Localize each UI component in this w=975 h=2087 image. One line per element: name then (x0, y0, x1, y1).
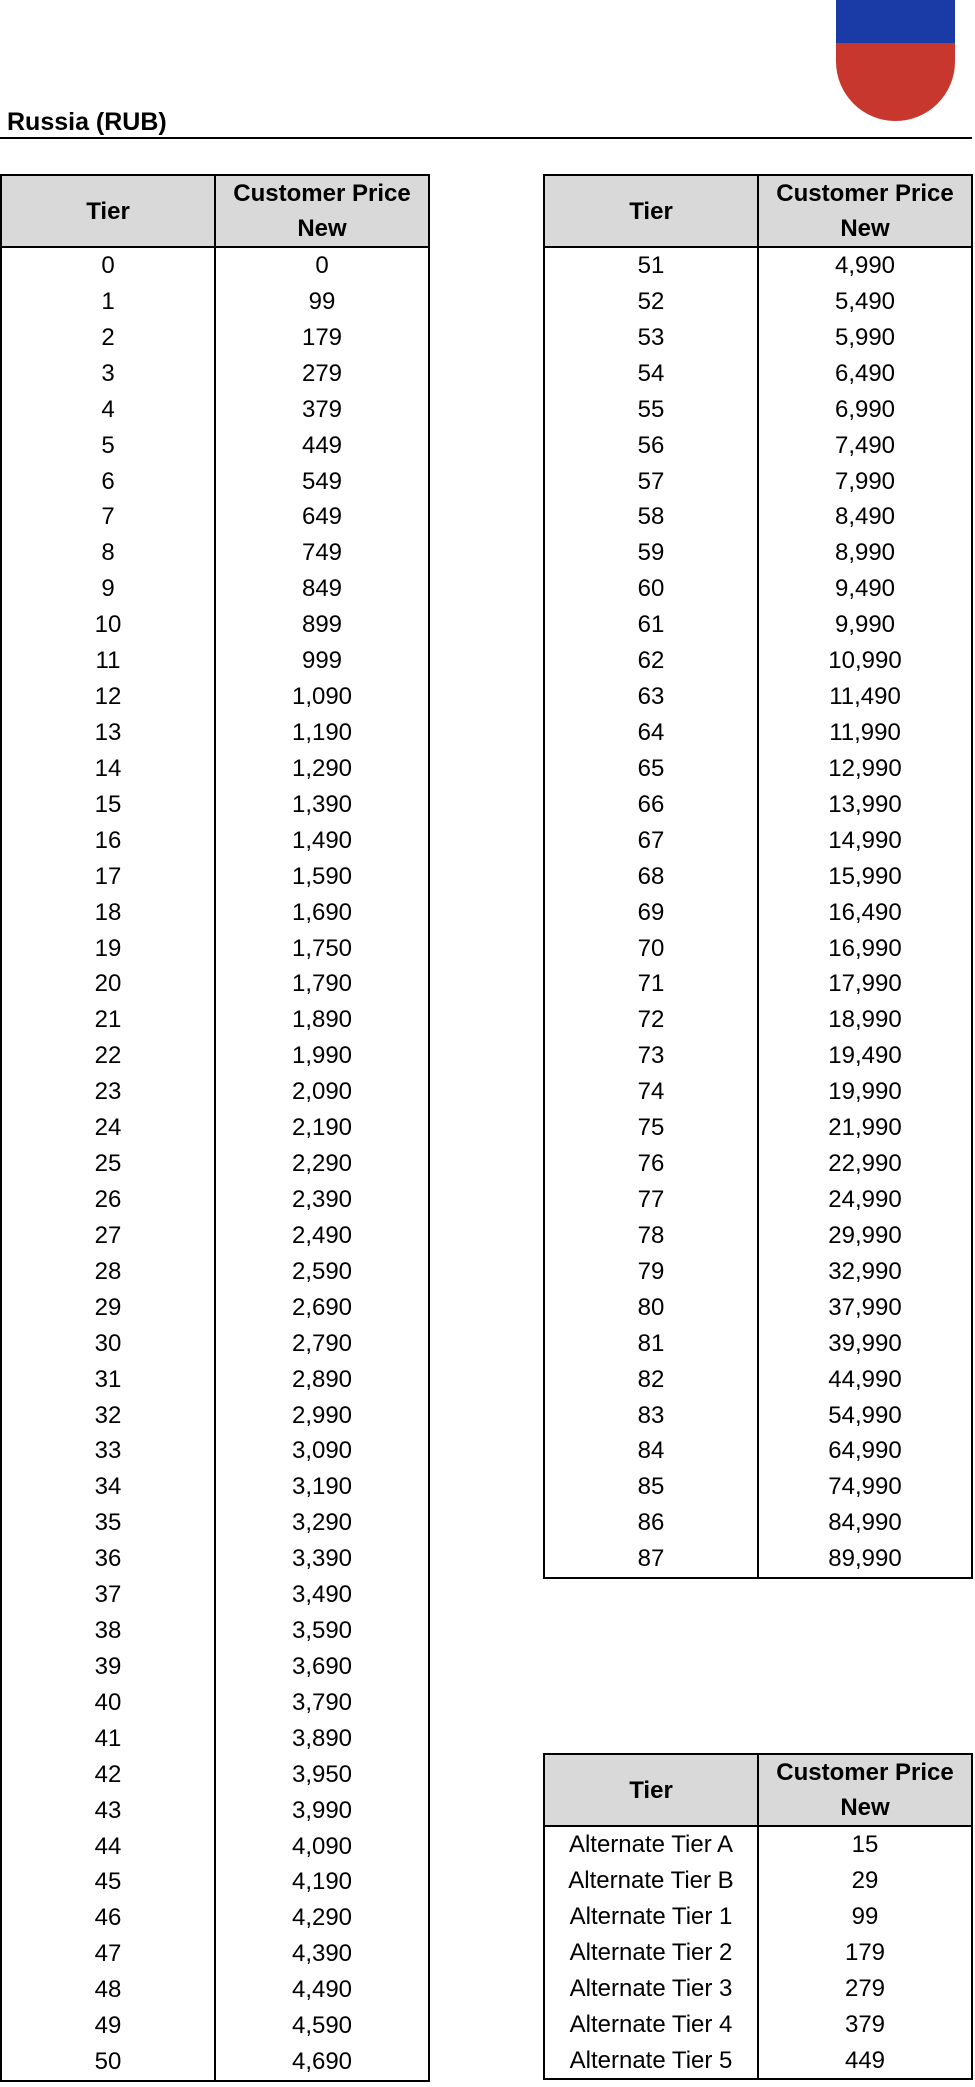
header-tier: Tier (1, 175, 215, 247)
table-row (1, 1326, 429, 1362)
header-price: Customer Price New (758, 1754, 972, 1826)
price-cell: 16,490 (758, 895, 972, 931)
table-row (544, 895, 972, 931)
tier-cell: 39 (1, 1649, 215, 1685)
tier-cell: 73 (544, 1038, 758, 1074)
tier-cell: 38 (1, 1613, 215, 1649)
price-cell: 74,990 (758, 1469, 972, 1505)
tier-cell: 44 (1, 1829, 215, 1865)
table-row (544, 1398, 972, 1434)
table-row (1, 1972, 429, 2008)
table-row (1, 1505, 429, 1541)
table-row (544, 571, 972, 607)
table-row (544, 823, 972, 859)
price-cell: 12,990 (758, 751, 972, 787)
price-cell: 2,590 (215, 1254, 429, 1290)
table-row (544, 1863, 972, 1899)
table-row (1, 284, 429, 320)
price-cell: 4,490 (215, 1972, 429, 2008)
tier-cell: 54 (544, 356, 758, 392)
tier-cell: 57 (544, 464, 758, 500)
table-row (544, 643, 972, 679)
price-cell: 1,190 (215, 715, 429, 751)
tier-cell: 37 (1, 1577, 215, 1613)
table-row (544, 1362, 972, 1398)
tier-cell: 79 (544, 1254, 758, 1290)
tier-cell: 16 (1, 823, 215, 859)
price-cell: 179 (215, 320, 429, 356)
price-cell: 29,990 (758, 1218, 972, 1254)
tier-cell: 18 (1, 895, 215, 931)
table-row (1, 320, 429, 356)
price-cell: 3,890 (215, 1721, 429, 1757)
price-cell: 2,990 (215, 1398, 429, 1434)
price-cell: 8,990 (758, 535, 972, 571)
tier-cell: 77 (544, 1182, 758, 1218)
tier-cell: 31 (1, 1362, 215, 1398)
tier-cell: 3 (1, 356, 215, 392)
table-row (1, 1613, 429, 1649)
header-tier: Tier (544, 175, 758, 247)
tier-cell: Alternate Tier 5 (544, 2043, 758, 2080)
price-cell: 379 (758, 2007, 972, 2043)
tier-cell: Alternate Tier 3 (544, 1971, 758, 2007)
tier-cell: 17 (1, 859, 215, 895)
tier-cell: 25 (1, 1146, 215, 1182)
tier-cell: 34 (1, 1469, 215, 1505)
price-cell: 4,690 (215, 2044, 429, 2081)
table-row (544, 1505, 972, 1541)
price-cell: 1,290 (215, 751, 429, 787)
tier-cell: 10 (1, 607, 215, 643)
price-cell: 29 (758, 1863, 972, 1899)
table-row (1, 499, 429, 535)
price-cell: 1,990 (215, 1038, 429, 1074)
table-row (544, 1290, 972, 1326)
tier-cell: 53 (544, 320, 758, 356)
tier-cell: 24 (1, 1110, 215, 1146)
price-cell: 2,790 (215, 1326, 429, 1362)
tier-cell: 56 (544, 428, 758, 464)
table-row (1, 1433, 429, 1469)
table-row (544, 2007, 972, 2043)
price-cell: 1,090 (215, 679, 429, 715)
tier-cell: 43 (1, 1793, 215, 1829)
price-cell: 1,490 (215, 823, 429, 859)
tier-cell: 46 (1, 1900, 215, 1936)
tier-cell: 6 (1, 464, 215, 500)
price-cell: 849 (215, 571, 429, 607)
price-cell: 9,990 (758, 607, 972, 643)
price-cell: 44,990 (758, 1362, 972, 1398)
price-cell: 2,090 (215, 1074, 429, 1110)
table-row (1, 1038, 429, 1074)
table-row (544, 1971, 972, 2007)
tier-cell: 15 (1, 787, 215, 823)
table-row (1, 356, 429, 392)
table-row (1, 2044, 429, 2081)
table-row (544, 1541, 972, 1578)
table-row (1, 787, 429, 823)
tier-cell: 48 (1, 1972, 215, 2008)
tier-cell: 27 (1, 1218, 215, 1254)
price-cell: 4,090 (215, 1829, 429, 1865)
price-cell: 2,690 (215, 1290, 429, 1326)
price-cell: 2,390 (215, 1182, 429, 1218)
table-row (1, 1685, 429, 1721)
tier-cell: 84 (544, 1433, 758, 1469)
price-cell: 1,790 (215, 966, 429, 1002)
price-cell: 99 (215, 284, 429, 320)
tier-cell: 82 (544, 1362, 758, 1398)
price-cell: 17,990 (758, 966, 972, 1002)
price-cell: 54,990 (758, 1398, 972, 1434)
price-cell: 4,990 (758, 247, 972, 284)
table-row (544, 1899, 972, 1935)
table-row (1, 966, 429, 1002)
tier-cell: 19 (1, 931, 215, 967)
tier-cell: Alternate Tier 2 (544, 1935, 758, 1971)
table-row (1, 1900, 429, 1936)
table-row (544, 1110, 972, 1146)
tier-cell: 13 (1, 715, 215, 751)
table-row (1, 1146, 429, 1182)
price-cell: 4,290 (215, 1900, 429, 1936)
tier-cell: 35 (1, 1505, 215, 1541)
price-cell: 1,690 (215, 895, 429, 931)
table-row (1, 1002, 429, 1038)
price-cell: 3,590 (215, 1613, 429, 1649)
table-row (544, 356, 972, 392)
table-row (544, 1326, 972, 1362)
price-cell: 3,690 (215, 1649, 429, 1685)
tier-cell: 55 (544, 392, 758, 428)
tier-cell: 52 (544, 284, 758, 320)
table-row (544, 392, 972, 428)
price-cell: 2,190 (215, 1110, 429, 1146)
price-cell: 449 (758, 2043, 972, 2080)
tier-cell: 67 (544, 823, 758, 859)
tier-cell: 20 (1, 966, 215, 1002)
price-cell: 3,090 (215, 1433, 429, 1469)
price-cell: 649 (215, 499, 429, 535)
price-cell: 8,490 (758, 499, 972, 535)
price-cell: 279 (215, 356, 429, 392)
tier-cell: 85 (544, 1469, 758, 1505)
price-cell: 5,490 (758, 284, 972, 320)
tier-cell: 29 (1, 1290, 215, 1326)
table-row (1, 428, 429, 464)
price-cell: 1,750 (215, 931, 429, 967)
price-cell: 449 (215, 428, 429, 464)
table-row (1, 464, 429, 500)
table-row (1, 1541, 429, 1577)
tier-cell: 33 (1, 1433, 215, 1469)
price-cell: 99 (758, 1899, 972, 1935)
tier-cell: 12 (1, 679, 215, 715)
table-row (1, 643, 429, 679)
table-row (1, 1218, 429, 1254)
tier-cell: 14 (1, 751, 215, 787)
table-row (1, 1254, 429, 1290)
tier-cell: 64 (544, 715, 758, 751)
price-cell: 4,590 (215, 2008, 429, 2044)
title-underline (0, 137, 972, 139)
tier-cell: 8 (1, 535, 215, 571)
table-row (1, 1721, 429, 1757)
table-row (544, 966, 972, 1002)
tier-cell: 66 (544, 787, 758, 823)
tier-cell: 87 (544, 1541, 758, 1578)
tier-cell: 58 (544, 499, 758, 535)
price-cell: 16,990 (758, 931, 972, 967)
price-cell: 13,990 (758, 787, 972, 823)
alternate-tier-table (543, 1753, 973, 2080)
tier-cell: 81 (544, 1326, 758, 1362)
tier-cell: 36 (1, 1541, 215, 1577)
tier-cell: 0 (1, 247, 215, 284)
table-row (1, 1398, 429, 1434)
price-cell: 0 (215, 247, 429, 284)
table-row (1, 823, 429, 859)
tier-cell: 26 (1, 1182, 215, 1218)
table-row (1, 247, 429, 284)
price-cell: 22,990 (758, 1146, 972, 1182)
header-price: Customer Price New (758, 175, 972, 247)
table-row (544, 1218, 972, 1254)
table-row (1, 1829, 429, 1865)
price-cell: 379 (215, 392, 429, 428)
tier-cell: 75 (544, 1110, 758, 1146)
price-cell: 24,990 (758, 1182, 972, 1218)
price-cell: 15 (758, 1826, 972, 1863)
table-row (544, 1074, 972, 1110)
price-cell: 7,490 (758, 428, 972, 464)
price-cell: 19,990 (758, 1074, 972, 1110)
price-cell: 64,990 (758, 1433, 972, 1469)
price-cell: 21,990 (758, 1110, 972, 1146)
russia-flag-icon (836, 0, 955, 121)
table-row (544, 1935, 972, 1971)
table-row (544, 1146, 972, 1182)
table-row (1, 571, 429, 607)
price-cell: 3,390 (215, 1541, 429, 1577)
price-cell: 3,790 (215, 1685, 429, 1721)
tier-cell: 21 (1, 1002, 215, 1038)
tier-cell: 60 (544, 571, 758, 607)
tier-cell: 28 (1, 1254, 215, 1290)
price-cell: 14,990 (758, 823, 972, 859)
table-row (544, 2043, 972, 2080)
table-row (544, 464, 972, 500)
price-cell: 6,490 (758, 356, 972, 392)
tier-cell: 7 (1, 499, 215, 535)
price-cell: 3,490 (215, 1577, 429, 1613)
price-cell: 1,890 (215, 1002, 429, 1038)
price-cell: 15,990 (758, 859, 972, 895)
price-cell: 39,990 (758, 1326, 972, 1362)
table-row (544, 284, 972, 320)
tier-cell: 86 (544, 1505, 758, 1541)
table-row (1, 1649, 429, 1685)
table-row (1, 1074, 429, 1110)
table-row (1, 1110, 429, 1146)
table-row (544, 1254, 972, 1290)
table-row (544, 1002, 972, 1038)
table-row (1, 1577, 429, 1613)
table-row (544, 247, 972, 284)
price-cell: 3,290 (215, 1505, 429, 1541)
table-row (1, 895, 429, 931)
tier-cell: 65 (544, 751, 758, 787)
table-row (1, 1793, 429, 1829)
tier-cell: 72 (544, 1002, 758, 1038)
table-row (1, 1469, 429, 1505)
tier-cell: 76 (544, 1146, 758, 1182)
price-cell: 899 (215, 607, 429, 643)
table-row (544, 1182, 972, 1218)
tier-cell: 9 (1, 571, 215, 607)
table-row (544, 1038, 972, 1074)
price-cell: 11,990 (758, 715, 972, 751)
price-cell: 999 (215, 643, 429, 679)
tier-cell: 41 (1, 1721, 215, 1757)
tier-cell: 62 (544, 643, 758, 679)
tier-cell: 4 (1, 392, 215, 428)
price-cell: 3,950 (215, 1757, 429, 1793)
tier-cell: 83 (544, 1398, 758, 1434)
table-row (544, 1826, 972, 1863)
table-row (1, 715, 429, 751)
tier-cell: 80 (544, 1290, 758, 1326)
table-row (544, 499, 972, 535)
tier-cell: 23 (1, 1074, 215, 1110)
table-row (1, 1757, 429, 1793)
table-row (1, 859, 429, 895)
price-table-right (543, 174, 973, 1579)
tier-cell: 32 (1, 1398, 215, 1434)
header-price: Customer Price New (215, 175, 429, 247)
tier-cell: Alternate Tier A (544, 1826, 758, 1863)
price-cell: 4,390 (215, 1936, 429, 1972)
tier-cell: 2 (1, 320, 215, 356)
table-row (1, 2008, 429, 2044)
table-row (544, 320, 972, 356)
price-cell: 749 (215, 535, 429, 571)
table-row (544, 535, 972, 571)
tier-cell: 63 (544, 679, 758, 715)
tier-cell: 30 (1, 1326, 215, 1362)
tier-cell: 5 (1, 428, 215, 464)
tier-cell: 45 (1, 1864, 215, 1900)
price-cell: 6,990 (758, 392, 972, 428)
table-row (544, 1433, 972, 1469)
price-cell: 279 (758, 1971, 972, 2007)
tier-cell: 40 (1, 1685, 215, 1721)
tier-cell: Alternate Tier B (544, 1863, 758, 1899)
price-cell: 1,590 (215, 859, 429, 895)
price-cell: 3,990 (215, 1793, 429, 1829)
price-cell: 3,190 (215, 1469, 429, 1505)
tier-cell: 47 (1, 1936, 215, 1972)
table-row (1, 1182, 429, 1218)
table-row (544, 787, 972, 823)
price-cell: 11,490 (758, 679, 972, 715)
page-title: Russia (RUB) (7, 108, 167, 136)
table-row (1, 1290, 429, 1326)
table-row (1, 679, 429, 715)
tier-cell: 1 (1, 284, 215, 320)
table-row (1, 1362, 429, 1398)
table-row (1, 535, 429, 571)
tier-cell: 71 (544, 966, 758, 1002)
table-row (544, 1469, 972, 1505)
table-row (544, 715, 972, 751)
price-cell: 2,290 (215, 1146, 429, 1182)
table-row (544, 679, 972, 715)
price-cell: 5,990 (758, 320, 972, 356)
tier-cell: 59 (544, 535, 758, 571)
price-cell: 4,190 (215, 1864, 429, 1900)
tier-cell: 70 (544, 931, 758, 967)
table-row (544, 859, 972, 895)
table-row (1, 1864, 429, 1900)
table-row (1, 931, 429, 967)
price-cell: 32,990 (758, 1254, 972, 1290)
price-cell: 19,490 (758, 1038, 972, 1074)
price-cell: 9,490 (758, 571, 972, 607)
tier-cell: 68 (544, 859, 758, 895)
table-row (544, 428, 972, 464)
tier-cell: 42 (1, 1757, 215, 1793)
price-cell: 18,990 (758, 1002, 972, 1038)
tier-cell: 61 (544, 607, 758, 643)
table-row (1, 392, 429, 428)
price-cell: 2,890 (215, 1362, 429, 1398)
tier-cell: 22 (1, 1038, 215, 1074)
flag-blue-stripe (836, 0, 955, 43)
price-cell: 7,990 (758, 464, 972, 500)
tier-cell: Alternate Tier 4 (544, 2007, 758, 2043)
table-row (544, 607, 972, 643)
price-cell: 179 (758, 1935, 972, 1971)
table-row (1, 751, 429, 787)
tier-cell: 50 (1, 2044, 215, 2081)
tier-cell: 11 (1, 643, 215, 679)
tier-cell: 51 (544, 247, 758, 284)
flag-red-stripe (836, 43, 955, 121)
tier-cell: Alternate Tier 1 (544, 1899, 758, 1935)
tier-cell: 74 (544, 1074, 758, 1110)
table-row (1, 1936, 429, 1972)
price-cell: 84,990 (758, 1505, 972, 1541)
table-row (544, 931, 972, 967)
price-cell: 89,990 (758, 1541, 972, 1578)
price-table-left (0, 174, 430, 2082)
header-tier: Tier (544, 1754, 758, 1826)
price-cell: 1,390 (215, 787, 429, 823)
price-cell: 10,990 (758, 643, 972, 679)
table-row (544, 751, 972, 787)
price-cell: 2,490 (215, 1218, 429, 1254)
table-row (1, 607, 429, 643)
price-cell: 549 (215, 464, 429, 500)
tier-cell: 49 (1, 2008, 215, 2044)
price-cell: 37,990 (758, 1290, 972, 1326)
tier-cell: 69 (544, 895, 758, 931)
tier-cell: 78 (544, 1218, 758, 1254)
